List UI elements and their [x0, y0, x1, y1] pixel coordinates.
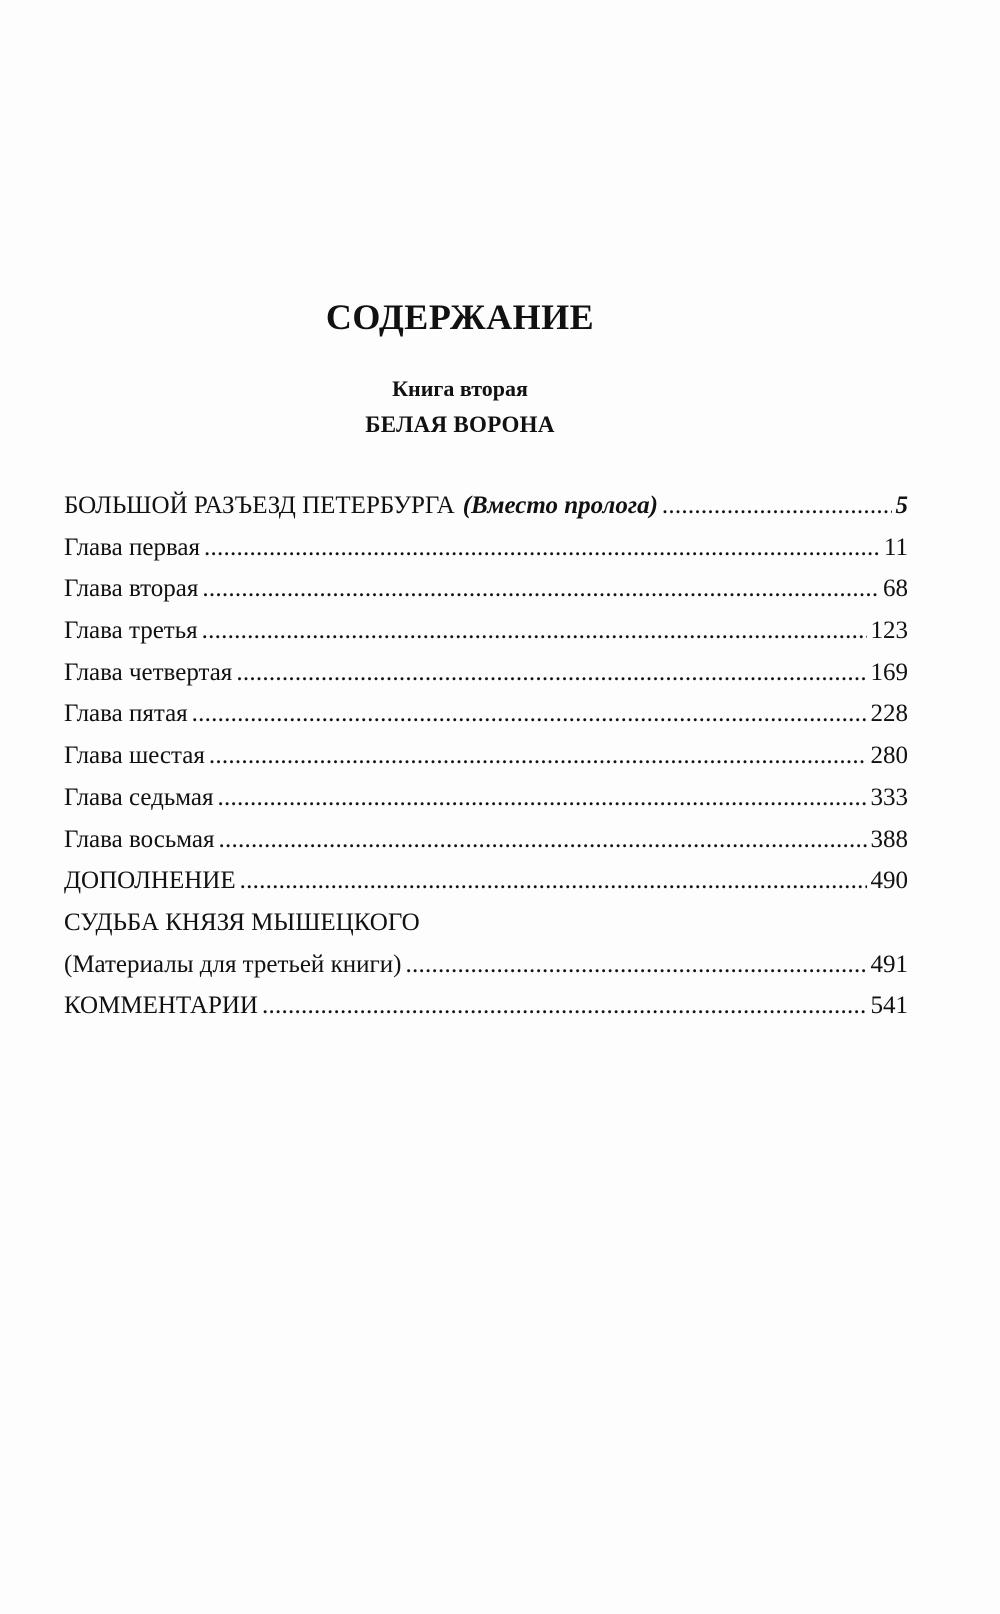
book-number: Книга вторая: [392, 376, 528, 401]
toc-entry-title: КОММЕНТАРИИ: [64, 992, 258, 1020]
toc-entry-page: 541: [870, 992, 908, 1020]
toc-entry-chapter-6: [64, 742, 908, 784]
toc-entry-page: 68: [883, 575, 908, 603]
toc-entry-chapter-8: [64, 826, 908, 868]
toc-entry-page: 169: [870, 658, 908, 686]
dot-leader: [209, 742, 867, 770]
toc-entry-title: Глава седьмая: [64, 783, 214, 811]
toc-entry-prologue: [64, 492, 908, 534]
toc-entry-page: 5: [895, 492, 908, 519]
toc-entry-title: Глава вторая: [64, 575, 199, 603]
toc-entry-title: СУДЬБА КНЯЗЯ МЫШЕЦКОГО: [64, 908, 420, 936]
table-of-contents: [64, 492, 908, 1034]
toc-entry-page: 123: [870, 617, 908, 645]
dot-leader: [218, 784, 867, 812]
toc-entry-title: Глава восьмая: [64, 825, 215, 853]
toc-entry-title: (Материалы для третьей книги): [64, 950, 402, 978]
toc-entry-chapter-2: [64, 575, 908, 617]
toc-entry-page: 228: [870, 700, 908, 728]
toc-entry-page: 491: [870, 950, 908, 978]
contents-heading: СОДЕРЖАНИЕ: [325, 297, 595, 337]
toc-entry-note: (Вместо пролога): [462, 492, 658, 519]
dot-leader: [218, 826, 866, 854]
toc-entry-title: ДОПОЛНЕНИЕ: [64, 867, 236, 895]
toc-entry-supplement: [64, 867, 908, 909]
dot-leader: [236, 659, 866, 687]
toc-entry-page: 11: [883, 533, 908, 561]
dot-leader: [662, 492, 892, 520]
toc-entry-commentary: [64, 992, 908, 1034]
toc-entry-page: 280: [870, 742, 908, 770]
toc-entry-title: Глава четвертая: [64, 658, 233, 686]
toc-entry-page: 388: [870, 825, 908, 853]
toc-entry-title: Глава шестая: [64, 742, 205, 770]
toc-entry-chapter-1: [64, 534, 908, 576]
toc-entry-chapter-7: [64, 784, 908, 826]
dot-leader: [202, 575, 879, 603]
toc-entry-materials: [64, 951, 908, 993]
toc-entry-chapter-4: [64, 659, 908, 701]
dot-leader: [240, 867, 867, 895]
toc-entry-page: 490: [870, 867, 908, 895]
toc-entry-section-title: [64, 909, 908, 951]
toc-entry-title: БОЛЬШОЙ РАЗЪЕЗД ПЕТЕРБУРГА: [64, 492, 455, 519]
toc-entry-title: Глава первая: [64, 533, 201, 561]
toc-entry-page: 333: [870, 783, 908, 811]
book-title: БЕЛАЯ ВОРОНА: [365, 412, 555, 437]
dot-leader: [405, 951, 866, 979]
dot-leader: [204, 534, 880, 562]
dot-leader: [262, 992, 867, 1020]
dot-leader: [202, 617, 867, 645]
dot-leader: [192, 700, 867, 728]
toc-entry-title: Глава пятая: [64, 700, 188, 728]
toc-entry-chapter-5: [64, 700, 908, 742]
toc-entry-title: Глава третья: [64, 617, 198, 645]
toc-entry-chapter-3: [64, 617, 908, 659]
